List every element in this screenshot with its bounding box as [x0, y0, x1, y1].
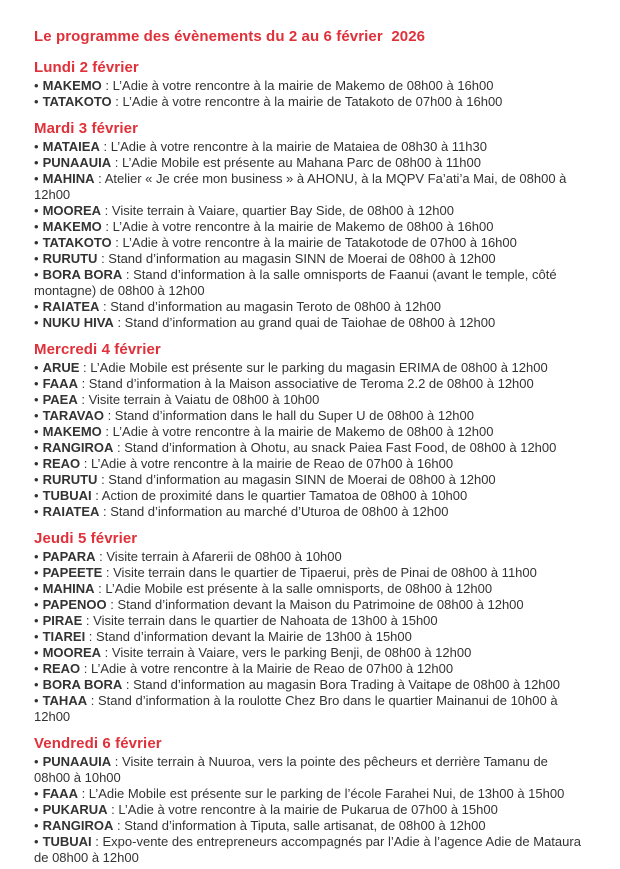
event-description: L’Adie à votre rencontre à la mairie de Tatakotode de 07h00 à 16h00 — [122, 235, 517, 250]
day-section — [34, 120, 586, 331]
event-location: NUKU HIVA — [42, 315, 114, 330]
separator: : — [101, 424, 113, 439]
event-description: Stand d’information devant la Mairie de 13h00 à 15h00 — [96, 629, 412, 644]
event-location: MATAIEA — [42, 139, 100, 154]
event-location: REAO — [42, 661, 81, 676]
event-location: RANGIROA — [42, 818, 114, 833]
bullet-icon: • — [34, 203, 39, 218]
bullet-icon: • — [34, 581, 39, 596]
event-item — [34, 171, 586, 203]
event-description: Stand d’information à Ohotu, au snack Paiea Fast Food, de 08h00 à 12h00 — [124, 440, 557, 455]
separator: : — [101, 645, 112, 660]
event-location: PIRAE — [42, 613, 83, 628]
event-description: L’Adie à votre rencontre à la mairie de Pukarua de 07h00 à 15h00 — [118, 802, 498, 817]
separator: : — [80, 456, 91, 471]
page-title: Le programme des évènements du 2 au 6 février 2026 — [34, 28, 426, 45]
day-section — [34, 735, 586, 866]
event-description: L’Adie à votre rencontre à la mairie de Reao de 07h00 à 16h00 — [90, 456, 454, 471]
separator: : — [122, 267, 134, 282]
event-location: BORA BORA — [42, 267, 123, 282]
event-item — [34, 424, 586, 440]
event-location: MAKEMO — [42, 78, 102, 93]
separator: : — [91, 488, 102, 503]
event-location: FAAA — [42, 376, 78, 391]
event-location: PUNAAUIA — [42, 155, 112, 170]
day-heading: Lundi 2 février — [34, 59, 139, 76]
event-item — [34, 613, 586, 629]
bullet-icon: • — [34, 472, 39, 487]
event-item — [34, 629, 586, 645]
event-item — [34, 549, 586, 565]
event-location: PAPARA — [42, 549, 96, 564]
event-description: Visite terrain à Nuuroa, vers la pointe des pêcheurs et derrière Tamanu de 08h00 à 10h00 — [34, 754, 548, 785]
event-location: FAAA — [42, 786, 78, 801]
event-location: REAO — [42, 456, 81, 471]
bullet-icon: • — [34, 219, 39, 234]
bullet-icon: • — [34, 440, 39, 455]
event-description: L’Adie Mobile est présente au Mahana Parc de 08h00 à 11h00 — [122, 155, 481, 170]
separator: : — [107, 802, 119, 817]
event-item — [34, 834, 586, 866]
event-item — [34, 299, 586, 315]
separator: : — [99, 299, 111, 314]
event-item — [34, 235, 586, 251]
separator: : — [103, 408, 115, 423]
event-item — [34, 267, 586, 299]
event-description: L’Adie à votre rencontre à la mairie de Makemo de 08h00 à 16h00 — [112, 219, 494, 234]
event-description: Stand d’information au marché d’Uturoa de 08h00 à 12h00 — [110, 504, 449, 519]
event-description: Visite terrain dans le quartier de Tipaerui, près de Pinai de 08h00 à 11h00 — [113, 565, 537, 580]
separator: : — [111, 155, 123, 170]
separator: : — [111, 754, 123, 769]
event-description: Visite terrain à Vaiare, vers le parking Benji, de 08h00 à 12h00 — [111, 645, 472, 660]
event-description: L’Adie à votre rencontre à la mairie de Mataiea de 08h30 à 11h30 — [110, 139, 487, 154]
event-location: RAIATEA — [42, 299, 100, 314]
bullet-icon: • — [34, 629, 39, 644]
separator: : — [95, 549, 107, 564]
separator: : — [97, 472, 109, 487]
event-item — [34, 94, 586, 110]
program-sections — [34, 59, 586, 866]
separator: : — [87, 693, 98, 708]
event-item — [34, 645, 586, 661]
bullet-icon: • — [34, 251, 39, 266]
bullet-icon: • — [34, 504, 39, 519]
bullet-icon: • — [34, 408, 39, 423]
bullet-icon: • — [34, 645, 39, 660]
bullet-icon: • — [34, 693, 39, 708]
event-location: BORA BORA — [42, 677, 123, 692]
event-description: Stand d’information à la roulotte Chez Bro dans le quartier Mainanui de 10h00 à 12h00 — [34, 693, 558, 724]
event-location: MOOREA — [42, 203, 102, 218]
separator: : — [77, 376, 89, 391]
event-location: TARAVAO — [42, 408, 104, 423]
event-description: Stand d’information devant la Maison du Patrimoine de 08h00 à 12h00 — [117, 597, 524, 612]
bullet-icon: • — [34, 754, 39, 769]
separator: : — [97, 251, 109, 266]
bullet-icon: • — [34, 155, 39, 170]
event-item — [34, 251, 586, 267]
day-heading: Mercredi 4 février — [34, 341, 161, 358]
event-location: MAHINA — [42, 581, 95, 596]
day-heading: Jeudi 5 février — [34, 530, 138, 547]
bullet-icon: • — [34, 78, 39, 93]
bullet-icon: • — [34, 424, 39, 439]
event-location: TUBUAI — [42, 834, 92, 849]
separator: : — [122, 677, 134, 692]
separator: : — [101, 78, 113, 93]
event-description: Atelier « Je crée mon business » à AHONU, à la MQPV Fa’ati’a Mai, de 08h00 à 12h00 — [34, 171, 567, 202]
event-location: TAHAA — [42, 693, 88, 708]
event-location: MOOREA — [42, 645, 102, 660]
separator: : — [99, 139, 111, 154]
separator: : — [80, 661, 91, 676]
day-heading: Vendredi 6 février — [34, 735, 162, 752]
bullet-icon: • — [34, 802, 39, 817]
bullet-icon: • — [34, 488, 39, 503]
event-location: TUBUAI — [42, 488, 92, 503]
event-description: L’Adie Mobile est présente sur le parking de l’école Farahei Nui, de 13h00 à 15h00 — [88, 786, 565, 801]
bullet-icon: • — [34, 597, 39, 612]
event-description: L’Adie à votre rencontre à la mairie de Makemo de 08h00 à 12h00 — [112, 424, 494, 439]
event-location: PUKARUA — [42, 802, 108, 817]
event-description: Stand d’information au magasin SINN de Moerai de 08h00 à 12h00 — [108, 472, 496, 487]
event-location: MAHINA — [42, 171, 95, 186]
separator: : — [111, 94, 123, 109]
bullet-icon: • — [34, 392, 39, 407]
bullet-icon: • — [34, 565, 39, 580]
day-section — [34, 59, 586, 110]
event-location: RURUTU — [42, 472, 98, 487]
separator: : — [101, 219, 113, 234]
separator: : — [94, 171, 105, 186]
separator: : — [111, 235, 123, 250]
separator: : — [113, 315, 125, 330]
event-location: MAKEMO — [42, 424, 102, 439]
bullet-icon: • — [34, 171, 39, 186]
separator: : — [99, 504, 111, 519]
event-item — [34, 203, 586, 219]
event-description: Stand d’information au magasin Bora Trading à Vaitape de 08h00 à 12h00 — [133, 677, 560, 692]
event-location: PAPEETE — [42, 565, 103, 580]
event-description: Visite terrain à Vaiatu de 08h00 à 10h00 — [88, 392, 320, 407]
event-item — [34, 440, 586, 456]
event-item — [34, 565, 586, 581]
event-item — [34, 786, 586, 802]
separator: : — [85, 629, 97, 644]
bullet-icon: • — [34, 376, 39, 391]
separator: : — [79, 360, 91, 375]
bullet-icon: • — [34, 786, 39, 801]
bullet-icon: • — [34, 267, 39, 282]
separator: : — [101, 203, 112, 218]
event-item — [34, 472, 586, 488]
event-item — [34, 78, 586, 94]
bullet-icon: • — [34, 360, 39, 375]
event-location: PUNAAUIA — [42, 754, 112, 769]
event-item — [34, 693, 586, 725]
separator: : — [102, 565, 114, 580]
event-location: MAKEMO — [42, 219, 102, 234]
event-description: Expo-vente des entrepreneurs accompagnés par l’Adie à l’agence Adie de Mataura de 08h00 à 12h00 — [34, 834, 581, 865]
event-description: L’Adie à votre rencontre à la mairie de Tatakoto de 07h00 à 16h00 — [122, 94, 503, 109]
event-item — [34, 315, 586, 331]
separator: : — [113, 818, 125, 833]
event-description: L’Adie à votre rencontre à la Mairie de Reao de 07h00 à 12h00 — [90, 661, 454, 676]
bullet-icon: • — [34, 661, 39, 676]
separator: : — [106, 597, 118, 612]
day-section — [34, 341, 586, 520]
event-item — [34, 456, 586, 472]
event-location: TIAREI — [42, 629, 86, 644]
event-description: Action de proximité dans le quartier Tamatoa de 08h00 à 10h00 — [101, 488, 468, 503]
separator: : — [94, 581, 106, 596]
bullet-icon: • — [34, 299, 39, 314]
bullet-icon: • — [34, 834, 39, 849]
bullet-icon: • — [34, 139, 39, 154]
event-item — [34, 139, 586, 155]
event-description: Visite terrain à Afarerii de 08h00 à 10h00 — [106, 549, 342, 564]
event-location: TATAKOTO — [42, 235, 112, 250]
event-description: L’Adie à votre rencontre à la mairie de Makemo de 08h00 à 16h00 — [112, 78, 494, 93]
event-item — [34, 754, 586, 786]
event-location: ARUE — [42, 360, 80, 375]
event-description: Stand d’information à la Maison associative de Teroma 2.2 de 08h00 à 12h00 — [88, 376, 534, 391]
event-item — [34, 802, 586, 818]
separator: : — [91, 834, 103, 849]
event-location: PAEA — [42, 392, 78, 407]
event-description: L’Adie Mobile est présente à la salle omnisports, de 08h00 à 12h00 — [105, 581, 493, 596]
event-description: Stand d’information à la salle omnisports de Faanui (avant le temple, côté montagne) de 08h00 à 12h00 — [34, 267, 557, 298]
event-description: Visite terrain à Vaiare, quartier Bay Side, de 08h00 à 12h00 — [111, 203, 454, 218]
event-description: Stand d’information dans le hall du Super U de 08h00 à 12h00 — [114, 408, 474, 423]
event-description: Stand d’information au grand quai de Taiohae de 08h00 à 12h00 — [124, 315, 496, 330]
event-description: Visite terrain dans le quartier de Nahoata de 13h00 à 15h00 — [93, 613, 438, 628]
event-location: PAPENOO — [42, 597, 107, 612]
event-item — [34, 597, 586, 613]
event-item — [34, 488, 586, 504]
event-location: RANGIROA — [42, 440, 114, 455]
bullet-icon: • — [34, 235, 39, 250]
event-item — [34, 504, 586, 520]
event-location: RURUTU — [42, 251, 98, 266]
event-location: RAIATEA — [42, 504, 100, 519]
separator: : — [77, 786, 89, 801]
event-description: Stand d’information au magasin SINN de Moerai de 08h00 à 12h00 — [108, 251, 496, 266]
event-description: Stand d’information au magasin Teroto de 08h00 à 12h00 — [110, 299, 441, 314]
bullet-icon: • — [34, 549, 39, 564]
event-item — [34, 376, 586, 392]
bullet-icon: • — [34, 315, 39, 330]
event-item — [34, 219, 586, 235]
bullet-icon: • — [34, 677, 39, 692]
event-item — [34, 408, 586, 424]
event-item — [34, 155, 586, 171]
day-heading: Mardi 3 février — [34, 120, 139, 137]
event-location: TATAKOTO — [42, 94, 112, 109]
event-item — [34, 392, 586, 408]
bullet-icon: • — [34, 818, 39, 833]
event-item — [34, 677, 586, 693]
event-description: L’Adie Mobile est présente sur le parking du magasin ERIMA de 08h00 à 12h00 — [90, 360, 548, 375]
event-item — [34, 661, 586, 677]
day-section — [34, 530, 586, 725]
event-description: Stand d’information à Tiputa, salle artisanat, de 08h00 à 12h00 — [124, 818, 486, 833]
event-item — [34, 581, 586, 597]
bullet-icon: • — [34, 613, 39, 628]
event-item — [34, 818, 586, 834]
bullet-icon: • — [34, 94, 39, 109]
separator: : — [77, 392, 89, 407]
separator: : — [113, 440, 125, 455]
separator: : — [82, 613, 94, 628]
bullet-icon: • — [34, 456, 39, 471]
event-item — [34, 360, 586, 376]
